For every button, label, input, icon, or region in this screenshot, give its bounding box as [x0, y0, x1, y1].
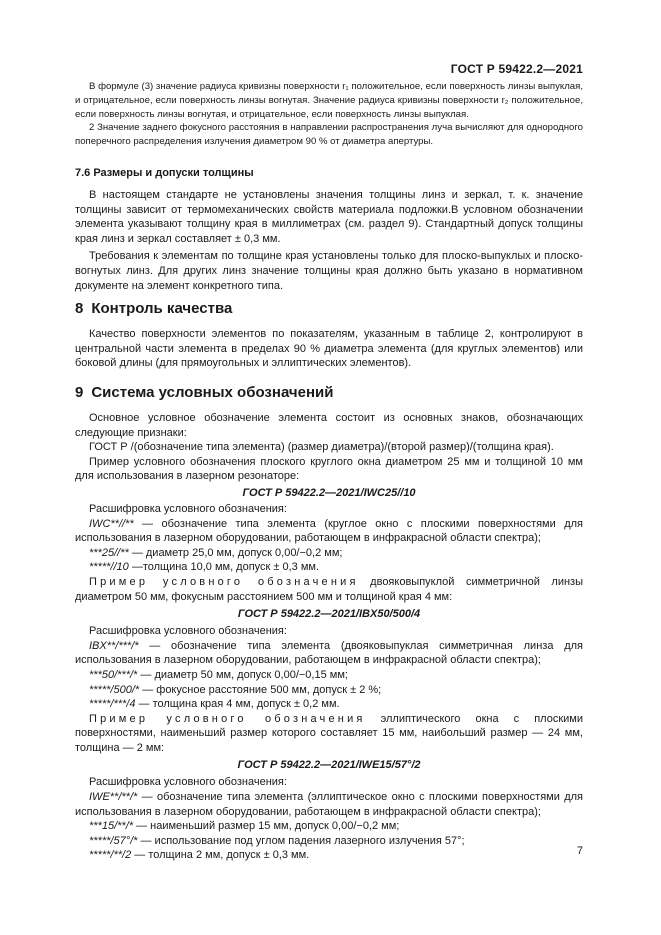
section-7-6-paragraph-1: В настоящем стандарте не установлены значения толщины линз и зеркал, т. к. значение толщины зависит от термомеханических свойств материала подложки.В условном обозначении элемента указывают толщину края в миллиметрах (см. раздел 9). Стандартный допуск толщины края линз и зеркал составляет ± 0,3 мм.	[75, 189, 583, 245]
example-3-decoding-label: Расшифровка условного обозначения:	[89, 776, 287, 789]
example-1-item	[75, 560, 583, 575]
section-9-format: ГОСТ Р /(обозначение типа элемента) (размер диаметра)/(второй размер)/(толщина края).	[89, 441, 554, 454]
example-1-decoding-label: Расшифровка условного обозначения:	[89, 502, 287, 515]
example-2-item	[75, 668, 583, 683]
example-1-text: Пример условного обозначения плоского круглого окна диаметром 25 мм и толщиной 10 мм для использования в лазерном резонаторе:	[75, 455, 583, 483]
example-1-item-code: ***25//**	[89, 546, 129, 559]
example-2-item	[75, 639, 583, 668]
example-3-item-text: — обозначение типа элемента (эллиптическое окно с плоскими поверхностями для использования в лазерном оборудовании, работающем в инфракрасной области спектра);	[75, 791, 583, 818]
example-1-item-text: —толщина 10,0 мм, допуск ± 0,3 мм.	[128, 561, 320, 574]
section-8-title: Контроль качества	[91, 300, 233, 317]
example-2-designation: ГОСТ Р 59422.2—2021/IBX50/500/4	[237, 608, 421, 621]
example-1-item-text: — диаметр 25,0 мм, допуск 0,00/−0,2 мм;	[128, 546, 343, 559]
document-header-code: ГОСТ Р 59422.2—2021	[450, 62, 583, 76]
section-8-heading	[75, 300, 583, 317]
example-2-item	[75, 683, 583, 698]
example-3-item-code: *****/57°/*	[89, 834, 138, 847]
example-3-item-code: IWE**/**/*	[89, 791, 138, 804]
example-3-item	[75, 848, 583, 863]
example-1-item-code: *****//10	[89, 561, 129, 574]
example-1-item	[75, 517, 583, 546]
example-3-label: Пример условного обозначения	[89, 712, 366, 725]
example-2-item-text: — обозначение типа элемента (двояковыпуклая симметричная линза для использования в лазерном оборудовании, работающем в инфракрасной области спектра);	[75, 639, 583, 667]
example-2-description: двояковыпуклой симметричной линзы диаметром 50 мм, фокусным расстоянием 500 мм и толщиной края 4 мм:	[75, 575, 584, 603]
page-number: 7	[576, 845, 583, 857]
example-3-item-code: ***15/**/*	[89, 820, 134, 833]
section-8	[75, 300, 583, 371]
example-2-item-code: *****/***/4	[89, 698, 136, 711]
example-3-item-text: — наименьший размер 15 мм, допуск 0,00/−0,2 мм;	[133, 820, 400, 833]
example-2-item	[75, 697, 583, 712]
section-9-intro: Основное условное обозначение элемента состоит из основных знаков, обозначающих следующие признаки:	[75, 412, 583, 439]
example-3-item	[75, 834, 583, 849]
example-3-designation: ГОСТ Р 59422.2—2021/IWE15/57°/2	[237, 759, 421, 772]
section-9	[75, 384, 583, 863]
example-3-item-text: — использование под углом падения лазерного излучения 57°;	[137, 834, 465, 847]
example-2-item-code: IBX**/***/*	[89, 639, 139, 652]
section-7-6	[75, 167, 583, 293]
example-3-item-code: *****/**/2	[89, 849, 132, 862]
example-3-text	[75, 712, 583, 756]
section-7-6-paragraph-2: Требования к элементам по толщине края установлены только для плоско-выпуклых и плоско-вогнутых линз. Для других линз значение толщины края должно быть указано в нормативном документе на элемент конкретного типа.	[75, 250, 583, 292]
example-2-decoding-label: Расшифровка условного обозначения:	[89, 625, 287, 638]
formula-notes	[75, 80, 583, 149]
section-8-number: 8	[75, 300, 84, 317]
example-1-item-code: IWC**//**	[89, 517, 134, 530]
section-9-number: 9	[75, 384, 84, 401]
example-2-item-text: — диаметр 50 мм, допуск 0,00/−0,15 мм;	[137, 668, 348, 681]
example-1-item	[75, 546, 583, 561]
example-1-item-text: — обозначение типа элемента (круглое окно с плоскими поверхностями для использования в лазерном оборудовании, работающем в инфракрасной области спектра);	[75, 517, 583, 545]
example-2-item-text: — толщина края 4 мм, допуск ± 0,2 мм.	[135, 698, 340, 711]
example-2-label: Пример условного обозначения	[89, 575, 359, 588]
example-2-text	[75, 575, 583, 604]
section-9-title: Система условных обозначений	[91, 384, 334, 401]
example-2-item-text: — фокусное расстояние 500 мм, допуск ± 2 %;	[139, 683, 382, 696]
example-1-designation: ГОСТ Р 59422.2—2021/IWC25//10	[242, 486, 416, 499]
section-8-paragraph: Качество поверхности элементов по показателям, указанным в таблице 2, контролируют в центральной части элемента в пределах 90 % диаметра элемента (для круглых элементов) или боковой длины (для прямоугольных и эллиптических элементов).	[75, 328, 583, 370]
note-1: В формуле (3) значение радиуса кривизны поверхности r₁ положительное, если поверхность линзы выпуклая, и отрицательное, если поверхность линзы вогнутая. Значение радиуса кривизны поверхности r₂ положительное, если поверхность линзы вогнутая, и отрицательное, если поверхность линзы выпуклая.	[75, 81, 583, 120]
section-7-6-title: 7.6 Размеры и допуски толщины	[75, 167, 254, 179]
example-3-item	[75, 819, 583, 834]
section-9-heading	[75, 384, 583, 401]
example-2-item-code: *****/500/*	[89, 683, 140, 696]
example-2-item-code: ***50/***/*	[89, 668, 138, 681]
note-2: 2 Значение заднего фокусного расстояния в направлении распространения луча вычисляют для однородного поперечного распределения излучения диаметром 90 % от диаметра апертуры.	[75, 122, 583, 148]
example-3-item-text: — толщина 2 мм, допуск ± 0,3 мм.	[131, 849, 310, 862]
example-3-description: эллиптического окна с плоскими поверхностями, наименьший размер которого составляет 15 мм, наибольший размер — 24 мм, толщина — 2 мм:	[75, 712, 583, 754]
example-3-item	[75, 790, 583, 819]
